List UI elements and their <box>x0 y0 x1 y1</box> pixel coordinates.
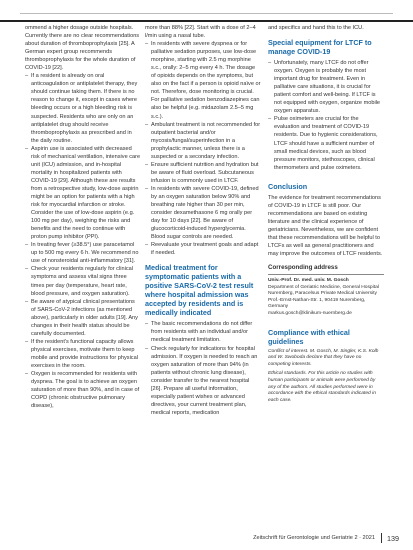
list-item: – Aspirin use is associated with decreased risk of mechanical ventilation, intensive care unit (ICU) admission, and in-hospital mortality in hospitalized patients with COVID-19 [29]. Although these are results from a retrospective study, low-dose aspirin might be an option for patients with a high risk for myocardial infarction or stroke. Consider the use of low-dose aspirin (e.g. 100 mg per day), weighing the risks and benefits and the need to continue with proton pump inhibitor (PPI). <box>25 145 141 242</box>
ethical-standards: Ethical standards. For this article no studies with human participants or animals were performed by any of the authors. All studies performed were in accordance with the ethical standards indicated in each case. <box>268 371 376 403</box>
paragraph: The evidence for treatment recommendations of COVID-19 in LTCF is still poor. Our recommendations are based on existing literature and the clinical experience of geriatricians. Nevertheless, we are confident that these recommendations will be helpful to LTCFs as well as general practitioners and may improve the outcomes of LTCF residents. <box>268 194 383 258</box>
list-item: – If the resident's functional capacity allows physical exercises, motivate them to keep mobile and provide instructions for physical exercises in the room. <box>25 338 141 370</box>
list-item: – Be aware of atypical clinical presentations of SARS-CoV-2 infections (as mentioned above), particularly in older adults [19]. Any changes in their health status should be carefully documented. <box>25 298 141 338</box>
corresponding-address-heading: Corresponding address <box>268 264 338 272</box>
divider <box>268 274 384 275</box>
list-item: – Oxygen is recommended for residents with dyspnea. The goal is to achieve an oxygen saturation of more than 90%, and in case of COPD (chronic obstructive pulmonary disease), <box>25 370 141 410</box>
page-number: 139 <box>387 533 399 543</box>
list-item: – Unfortunately, many LTCF do not offer oxygen. Oxygen is probably the most important drug for treatment. Even in palliative care situations, it is crucial for patient comfort and well-being. If LTCF is not equipped with oxygen, organize mobile oxygen apparatus. <box>268 59 384 115</box>
paragraph: ommend a higher dosage outside hospitals. Currently there are no clear recommendations about duration of thromboprophylaxis [25]. A German expert group recommends thromboprophylaxis for the whole duration of COVID-19 [22]. <box>25 25 140 72</box>
address-line: Prof.-Ernst-Nathan-Str. 1, 90419 Nuremberg, Germany <box>268 297 366 310</box>
header-rule <box>20 13 393 14</box>
paragraph: and specifics and hand this to the ICU. <box>268 25 364 31</box>
email-link[interactable]: markus.gosch@klinikum-nuernberg.de <box>268 311 352 317</box>
address-line: Department of Geriatric Medicine, General Hospital Nuremberg, Paracelsus Private Medical University <box>268 284 379 297</box>
column-3 <box>268 24 384 524</box>
section-heading: Medical treatment for symptomatic patients with a positive SARS-CoV-2 test result where hospital admission was accepted by residents and is medically indicated <box>145 263 254 318</box>
list-item: – If a resident is already on oral anticoagulation or antiplatelet therapy, they should continue taking them. If there is no reason to change it, except in cases where bleeding occurs or a high bleeding risk is suspected. Residents who are only on an antiplatelet drug should receive thromboprophylaxis as prescribed and in the daily routine. <box>25 72 141 144</box>
list-item: – Ensure sufficient nutrition and hydration but be aware of fluid overload. Subcutaneous infusion is commonly used in LTCF. <box>145 161 261 185</box>
list-item: – Pulse oximeters are crucial for the evaluation and treatment of COVID-19 residents. Due to hygienic considerations, LTCF should have a sufficient number of small medical devices, such as blood pressure monitors, stethoscopes, clinical thermometers and pulse oximeters. <box>268 115 384 171</box>
paragraph: more than 88% [22]. Start with a dose of 2–4 l/min using a nasal tube. <box>145 25 256 40</box>
conflict-of-interest: Conflict of interest. M. Gosch, M. Singler, K.S. Kolb and W. Swoboda declare that they have no competing interests. <box>268 348 379 367</box>
list-item: – In treating fever (≥38.5°) use paracetamol up to 500 mg every 6 h. We recommend no use of nonsteroidal anti-inflammatory [31]. <box>25 241 141 265</box>
journal-name: Zeitschrift für Gerontologie und Geriatrie 2 · 2021 <box>253 535 375 541</box>
list-item: – Ambulant treatment is not recommended for outpatient bacterial and/or mycosis/fungal/superinfection in a prophylactic manner, unless there is a suspected or a secondary infection. <box>145 121 261 161</box>
list-item: – In residents with severe dyspnea or for palliative sedation purposes, use low-dose morphine, starting with 2.5 mg morphine s.c., orally: 2–5 mg every 4 h. The dosage of opioids depends on the symptoms, but also on the fact if a person is opioid naïve or not. Therefore, dose monitoring is crucial. For palliative sedation benzodiazepines can also be helpful (e.g. midazolam 2.5–5 mg s.c.). <box>145 40 261 120</box>
list-item: – In residents with severe COVID-19, defined by an oxygen saturation below 90% and breathing rate higher than 30 per min, consider dexamethasone 6 mg orally per day for 10 days [22]. Be aware of glucocorticoid-induced hyperglycemia. Blood sugar controls are needed. <box>145 185 261 241</box>
list-item: – The basic recommendations do not differ from residents with an individual and/or medical treatment limitation. <box>145 320 261 344</box>
footer-separator <box>381 533 382 543</box>
section-heading: Conclusion <box>268 181 308 191</box>
page-header-bar <box>0 0 413 22</box>
list-item: – Reevaluate your treatment goals and adapt if needed. <box>145 241 261 257</box>
author-name: Univ.-Prof. Dr. med. univ. M. Gosch <box>268 278 349 284</box>
column-1 <box>25 24 141 524</box>
page-footer <box>253 532 399 544</box>
section-heading: Compliance with ethical guidelines <box>268 327 350 346</box>
list-item: – Check your residents regularly for clinical symptoms and assess vital signs three times per day (temperature, heart rate, blood pressure, and oxygen saturation). <box>25 265 141 297</box>
list-item: – Check regularly for indications for hospital admission. If oxygen is needed to reach an oxygen saturation of more than 94% (in patients without chronic lung disease), consider transfer to the nearest hospital [26]. Prepare all useful information, especially patient wishes or advanced directives, your current treatment plan, medical reports, medication <box>145 345 261 417</box>
section-heading: Special equipment for LTCF to manage COVID-19 <box>268 38 372 57</box>
column-2 <box>145 24 261 524</box>
